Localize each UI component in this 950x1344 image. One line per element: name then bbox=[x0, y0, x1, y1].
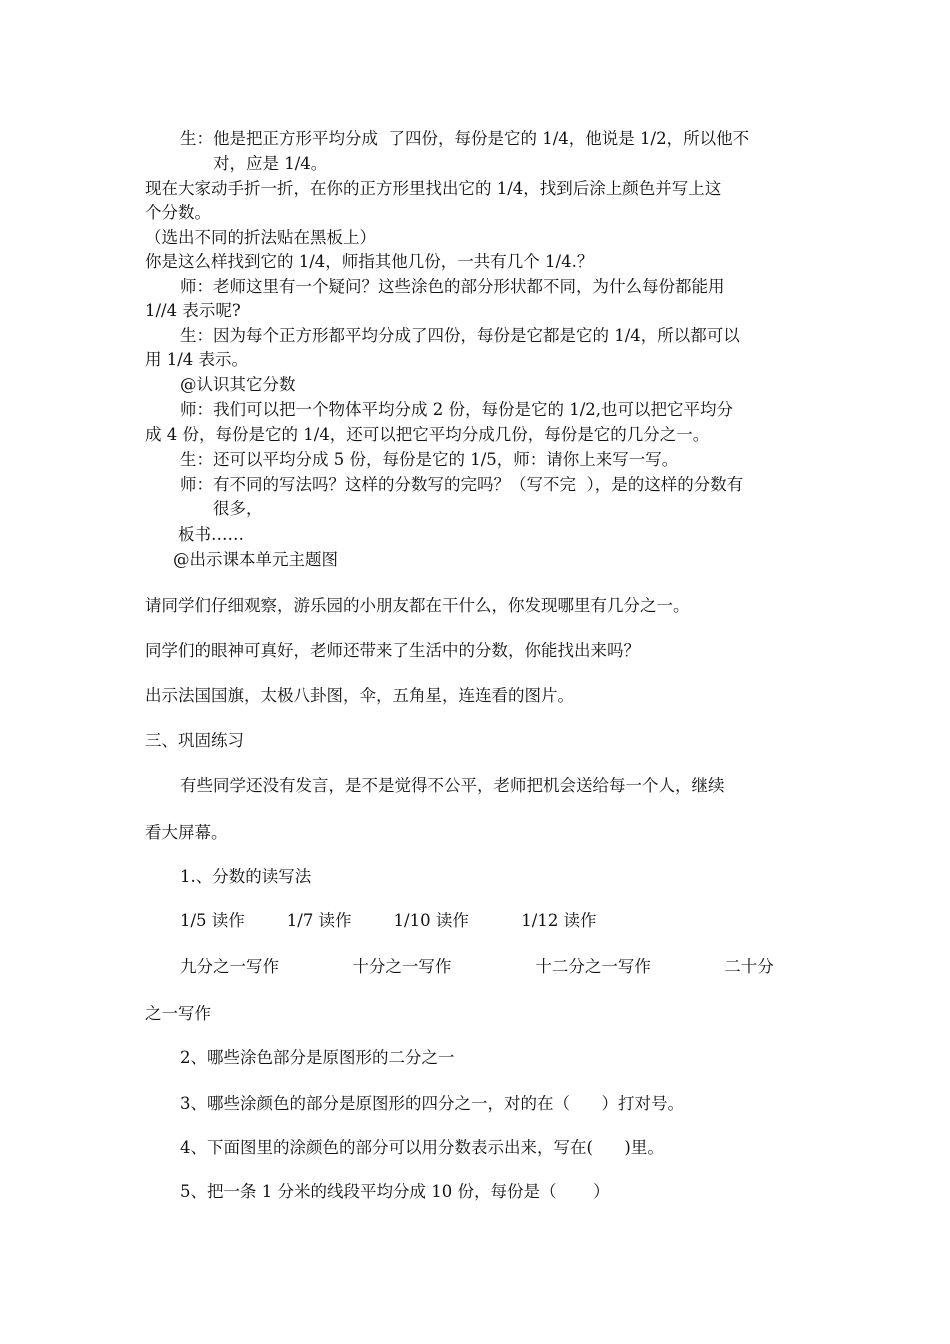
section-heading: @认识其它分数 bbox=[180, 375, 296, 394]
text-line: 有些同学还没有发言，是不是觉得不公平，老师把机会送给每一个人，继续 bbox=[180, 776, 725, 795]
exercise-item: 5、把一条 1 分米的线段平均分成 10 份，每份是（ ） bbox=[180, 1182, 610, 1201]
text-line: 你是这么样找到它的 1/4，师指其他几份，一共有几个 1/4.？ bbox=[145, 252, 594, 271]
text-line: 生：他是把正方形平均分成 了四份，每份是它的 1/4，他说是 1/2，所以他不 bbox=[180, 129, 750, 148]
text-line: 看大屏幕。 bbox=[145, 823, 228, 842]
exercise-item: 2、哪些涂色部分是原图形的二分之一 bbox=[180, 1048, 455, 1067]
text-line: 师：我们可以把一个物体平均分成 2 份，每份是它的 1/2,也可以把它平均分 bbox=[180, 400, 734, 419]
exercise-item: 1.、分数的读写法 bbox=[180, 867, 312, 886]
text-line: 师：有不同的写法吗？这样的分数写的完吗？（写不完 ），是的这样的分数有 bbox=[180, 475, 744, 494]
section-heading: @出示课本单元主题图 bbox=[173, 550, 338, 569]
text-line: 请同学们仔细观察，游乐园的小朋友都在干什么，你发现哪里有几分之一。 bbox=[145, 596, 690, 615]
text-line: 师：老师这里有一个疑问？这些涂色的部分形状都不同，为什么每份都能用 bbox=[180, 277, 725, 296]
text-line: 现在大家动手折一折，在你的正方形里找出它的 1/4，找到后涂上颜色并写上这 bbox=[145, 179, 722, 198]
text-line: 个分数。 bbox=[145, 203, 211, 222]
text-line: 用 1/4 表示。 bbox=[145, 350, 249, 369]
exercise-item: 九分之一写作 十分之一写作 十二分之一写作 二十分 bbox=[180, 957, 774, 976]
text-line: 板书…… bbox=[178, 525, 244, 544]
text-line: 对，应是 1/4。 bbox=[213, 154, 328, 173]
text-line: 成 4 份，每份是它的 1/4，还可以把它平均分成几份，每份是它的几分之一。 bbox=[145, 425, 710, 444]
exercise-item: 3、哪些涂颜色的部分是原图形的四分之一，对的在（ ）打对号。 bbox=[180, 1094, 684, 1113]
text-line: 生：还可以平均分成 5 份，每份是它的 1/5，师：请你上来写一写。 bbox=[180, 450, 679, 469]
text-line: 同学们的眼神可真好，老师还带来了生活中的分数，你能找出来吗？ bbox=[145, 641, 640, 660]
exercise-item: 1/5 读作 1/7 读作 1/10 读作 1/12 读作 bbox=[180, 911, 597, 930]
text-line: 1//4 表示呢? bbox=[145, 301, 241, 320]
exercise-item: 4、下面图里的涂颜色的部分可以用分数表示出来，写在( )里。 bbox=[180, 1138, 664, 1157]
text-line: （选出不同的折法贴在黑板上） bbox=[145, 228, 376, 247]
exercise-item: 之一写作 bbox=[145, 1004, 211, 1023]
section-heading: 三、巩固练习 bbox=[145, 731, 244, 750]
text-line: 很多， bbox=[213, 499, 263, 518]
text-line: 生：因为每个正方形都平均分成了四份，每份是它都是它的 1/4，所以都可以 bbox=[180, 326, 740, 345]
text-line: 出示法国国旗，太极八卦图，伞，五角星，连连看的图片。 bbox=[145, 686, 574, 705]
